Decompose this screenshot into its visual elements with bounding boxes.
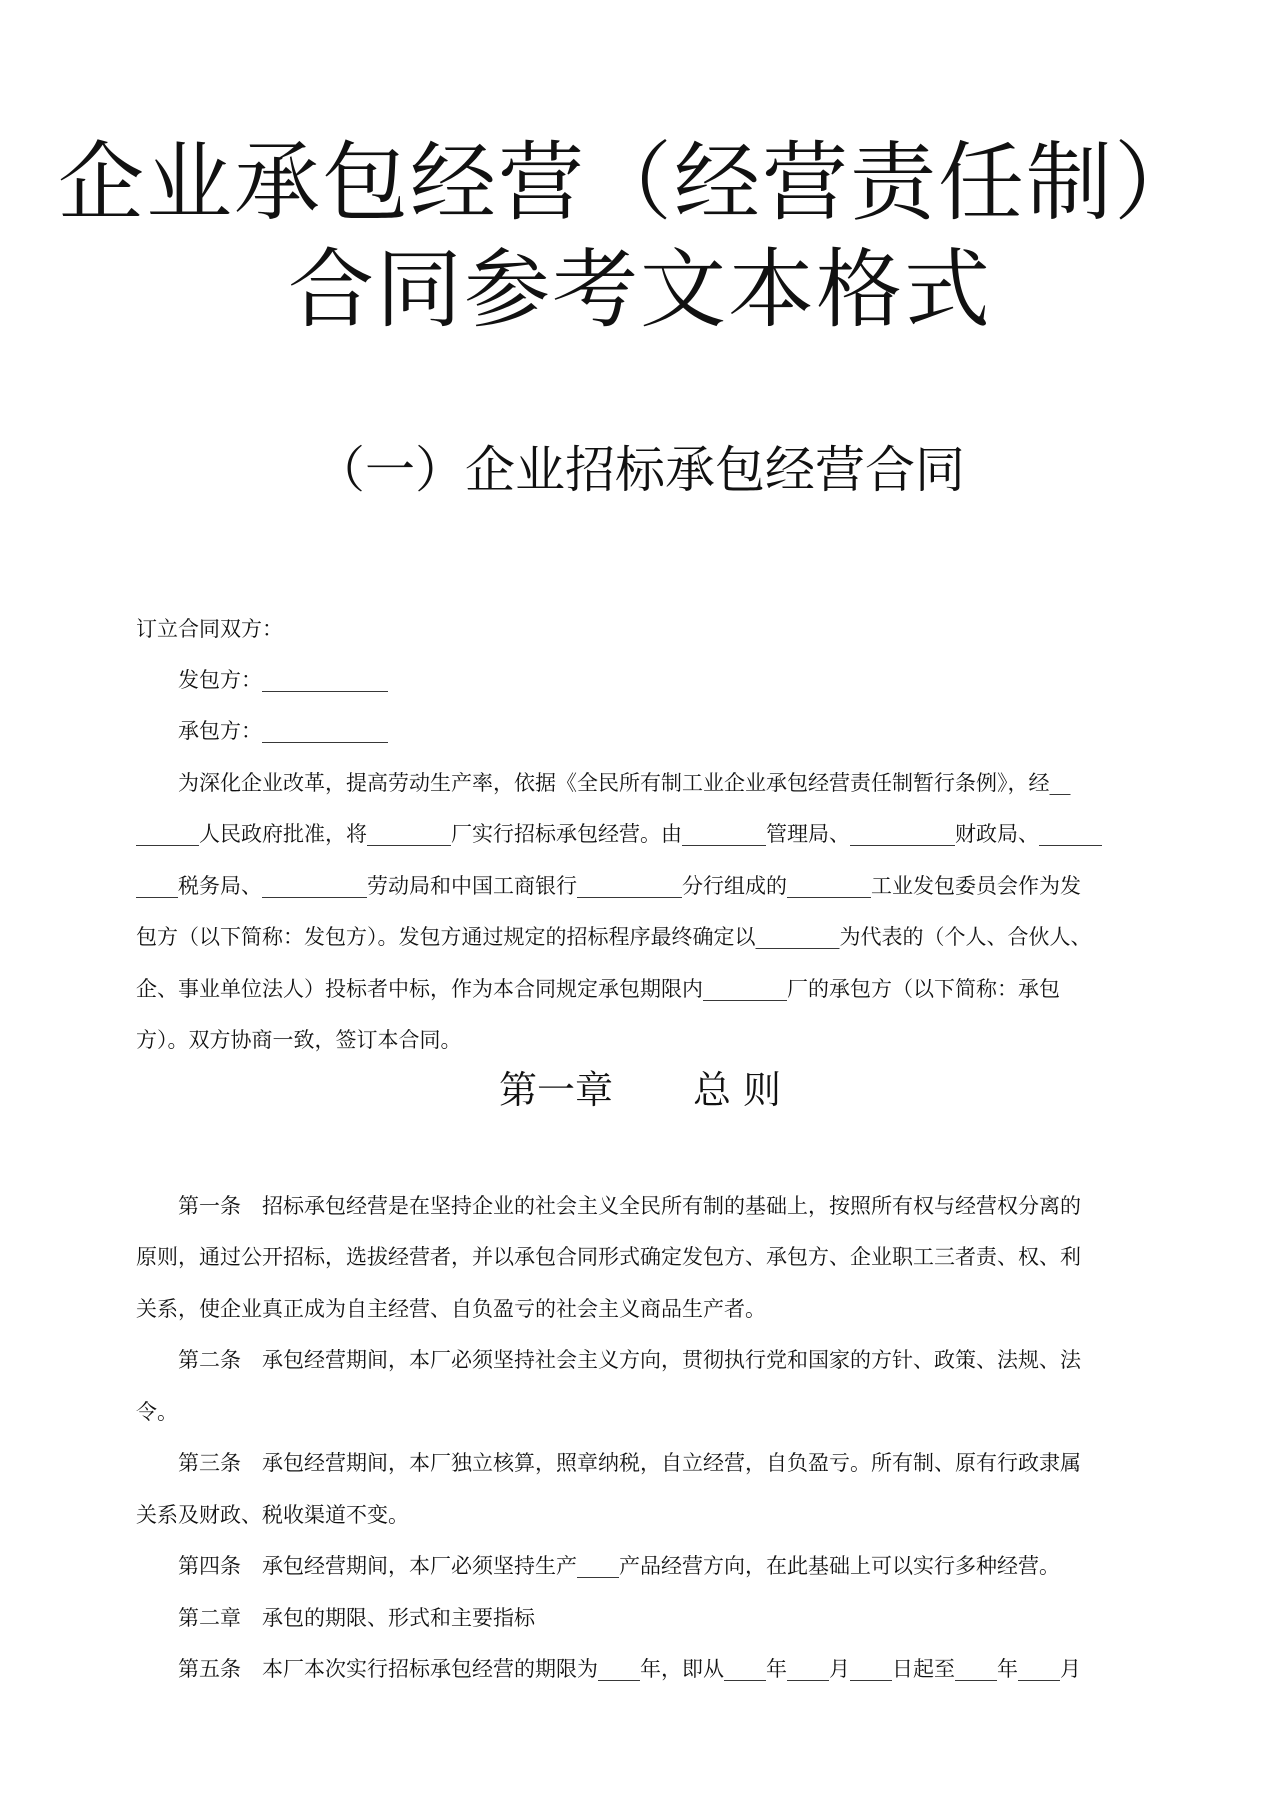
preamble-line: 企、事业单位法人）投标者中标，作为本合同规定承包期限内________厂的承包方（以下简称：承包 [136, 977, 1060, 1001]
preamble-line: 包方（以下简称：发包方）。发包方通过规定的招标程序最终确定以________为代表的（个人、合伙人、 [136, 925, 1092, 949]
preamble-line: ______人民政府批准，将________厂实行招标承包经营。由________管理局、__________财政局、______ [136, 822, 1102, 846]
document-title-line-2: 合同参考文本格式 [288, 240, 992, 340]
preamble-line: ____税务局、__________劳动局和中国工商银行__________分行组成的________工业发包委员会作为发 [136, 874, 1081, 898]
article-line: 关系及财政、税收渠道不变。 [136, 1503, 409, 1527]
parties-heading: 订立合同双方： [136, 617, 283, 641]
chapter-1-label: 第一章 [498, 1068, 613, 1112]
contractor-field: 承包方：____________ [178, 719, 388, 743]
article-line: 关系，使企业真正成为自主经营、自负盈亏的社会主义商品生产者。 [136, 1297, 766, 1321]
chapter-1-name: 总 则 [692, 1068, 782, 1112]
preamble-line: 为深化企业改革，提高劳动生产率，依据《全民所有制工业企业承包经营责任制暂行条例》，经__ [178, 771, 1071, 795]
employer-field: 发包方：____________ [178, 668, 388, 692]
article-line: 令。 [136, 1400, 178, 1424]
chapter-2-heading: 第二章 承包的期限、形式和主要指标 [178, 1606, 535, 1630]
article-line: 第一条 招标承包经营是在坚持企业的社会主义全民所有制的基础上，按照所有权与经营权分离的 [178, 1194, 1081, 1218]
article-line: 原则，通过公开招标，选拔经营者，并以承包合同形式确定发包方、承包方、企业职工三者责、权、利 [136, 1245, 1081, 1269]
article-line: 第五条 本厂本次实行招标承包经营的期限为____年，即从____年____月____日起至____年____月 [178, 1657, 1081, 1681]
contract-subtitle: （一）企业招标承包经营合同 [315, 441, 965, 499]
chapter-1-heading [0, 1065, 1280, 1115]
article-line: 第四条 承包经营期间，本厂必须坚持生产____产品经营方向，在此基础上可以实行多种经营。 [178, 1554, 1060, 1578]
document-title-line-1: 企业承包经营（经营责任制） [58, 133, 1202, 233]
article-line: 第二条 承包经营期间，本厂必须坚持社会主义方向，贯彻执行党和国家的方针、政策、法规、法 [178, 1348, 1081, 1372]
preamble-line: 方）。双方协商一致，签订本合同。 [136, 1028, 462, 1052]
article-line: 第三条 承包经营期间，本厂独立核算，照章纳税，自立经营，自负盈亏。所有制、原有行政隶属 [178, 1451, 1081, 1475]
